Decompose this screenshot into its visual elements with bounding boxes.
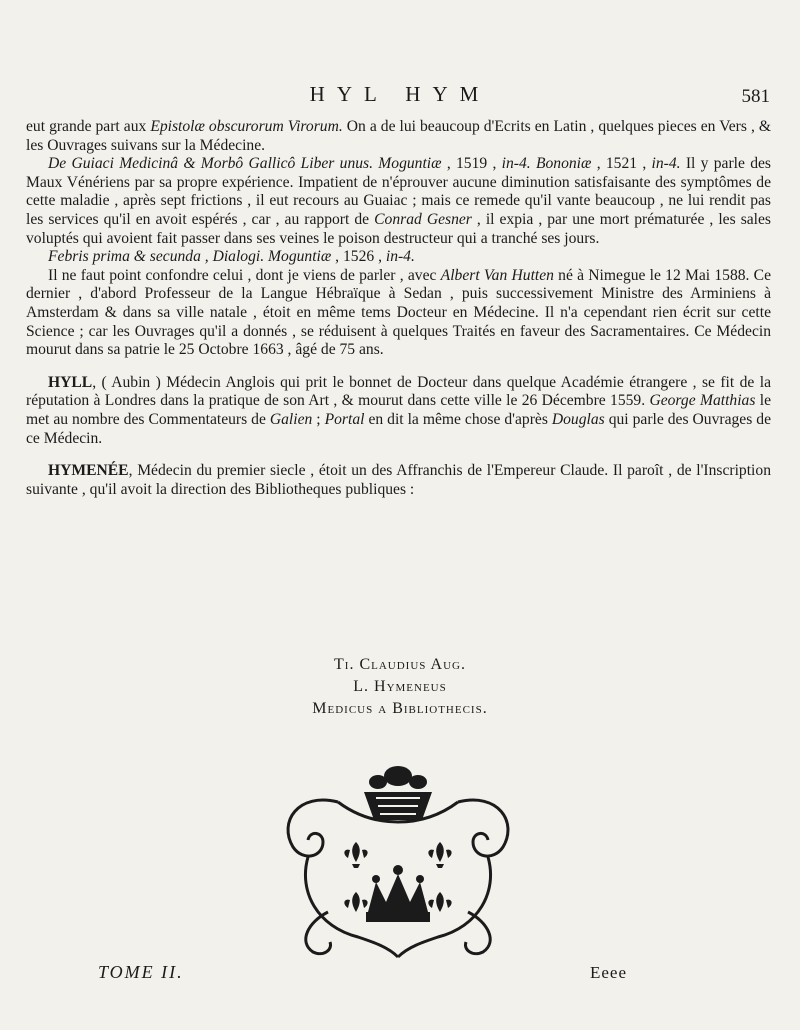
entry-name-hyll: HYLL: [48, 373, 93, 391]
inscription: [0, 654, 800, 720]
inscription-line-1: Ti. Claudius Aug.: [334, 656, 466, 673]
page-number: 581: [741, 86, 770, 107]
signature-volume: TOME II.: [98, 962, 184, 982]
inscription-line-3: Medicus a Bibliothecis.: [312, 700, 488, 717]
running-head: HYL HYM: [309, 82, 491, 106]
paragraph-1: eut grande part aux Epistolæ obscurorum Virorum. On a de lui beaucoup d'Ecrits en Latin , quelques pieces en Vers , & les Ouvrages suivans sur la Médecine.: [26, 118, 771, 154]
paragraph-4: Il ne faut point confondre celui , dont je viens de parler , avec Albert Van Hutten né à Nimegue le 12 Mai 1588. Ce dernier , d'abord Professeur de la Langue Hébraïque à Sedan , puis successivement Ministre des Arminiens à Amsterdam & dans sa ville natale , étoit en même tems Docteur en Médecine. Il n'a cependant rien écrit sur cette Science ; car les Ouvrages qu'il a donnés , se réduisent à quelques Traités en faveur des Sacramentaires. Ce Médecin mourut dans sa patrie le 25 Octobre 1663 , âgé de 75 ans.: [26, 266, 771, 359]
paragraph-6: HYMENÉE, Médecin du premier siecle , étoit un des Affranchis de l'Empereur Claude. Il paroît , de l'Inscription suivante , qu'il avoit la direction des Bibliotheques publiques :: [26, 462, 771, 498]
signature-mark: Eeee: [590, 963, 628, 982]
paragraph-3: Febris prima & secunda , Dialogi. Moguntiæ , 1526 , in-4.: [48, 248, 415, 266]
entry-name-hymenee: HYMENÉE: [48, 462, 129, 480]
paragraph-5: HYLL, ( Aubin ) Médecin Anglois qui prit le bonnet de Docteur dans quelque Académie étrangere , se fit de la réputation à Londres dans la pratique de son Art , & mourut dans cette ville le 26 Décembre 1559. George Matthias le met au nombre des Commentateurs de Galien ; Portal en dit la même chose d'après Douglas qui parle des Ouvrages de ce Médecin.: [26, 373, 772, 447]
paragraph-2: De Guiaci Medicinâ & Morbô Gallicô Liber unus. Moguntiæ , 1519 , in-4. Bononiæ , 1521 , in-4. Il y parle des Maux Vénériens par sa propre expérience. Impatient de n'éprouver aucune diminution satisfaisante des symptômes de cette maladie , après sept frictions , il eut recours au Guaiac ; mais ce remede qu'il vante beaucoup , ne lui rendit pas les services qu'il en avoit espérés , car , au rapport de Conrad Gesner , il expia , par une mort prématurée , les sales voluptés qui avoient fait passer dans ses veines le poison destructeur qui a tranché ses jours.: [26, 155, 772, 247]
body-text: [26, 118, 771, 499]
fleuron-ornament-icon: [268, 762, 528, 972]
inscription-line-2: L. Hymeneus: [353, 678, 447, 695]
